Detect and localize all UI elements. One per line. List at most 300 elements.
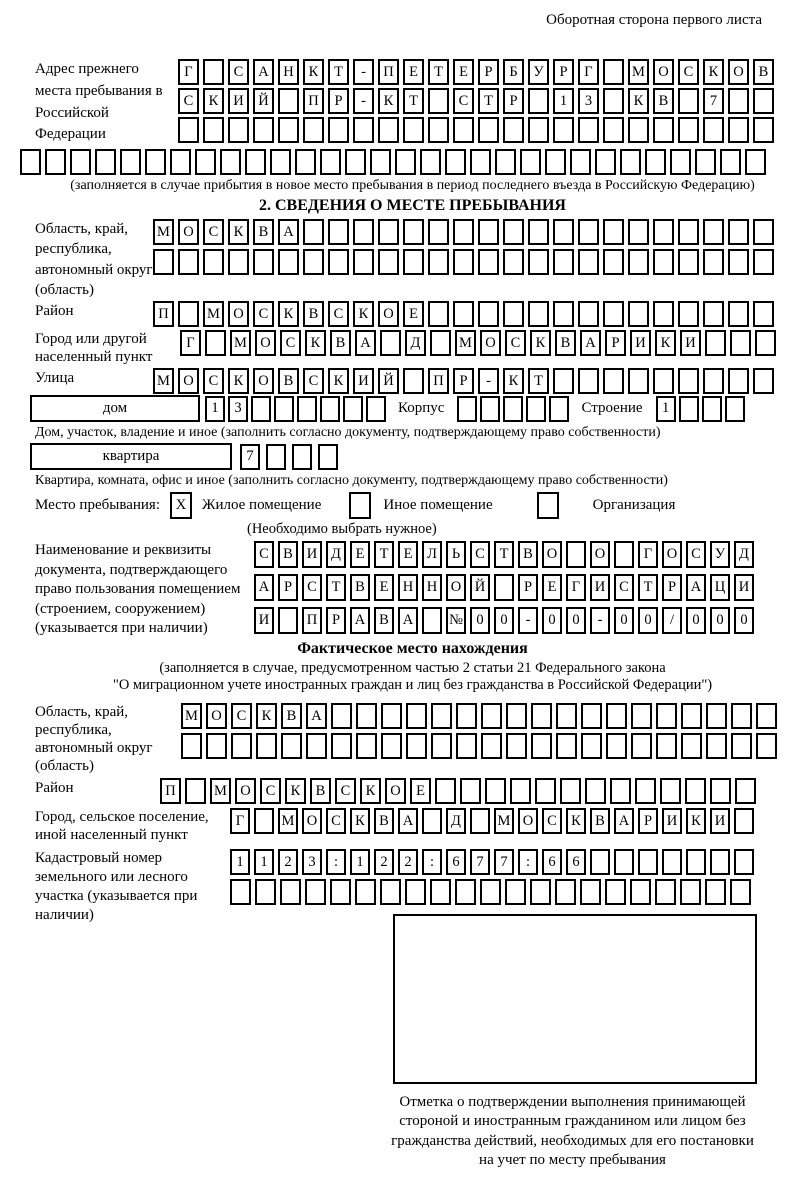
char-box: Р	[328, 88, 349, 114]
char-box: 1	[553, 88, 574, 114]
char-box	[378, 117, 399, 143]
char-box: П	[153, 301, 174, 327]
char-box: Е	[350, 541, 370, 568]
char-box	[481, 733, 502, 759]
char-box	[145, 149, 166, 175]
char-box	[353, 249, 374, 275]
char-box: -	[590, 607, 610, 634]
char-box: 7	[470, 849, 490, 875]
char-box: В	[303, 301, 324, 327]
char-box: С	[614, 574, 634, 601]
char-box: -	[478, 368, 499, 394]
char-box: А	[686, 574, 706, 601]
char-box	[528, 249, 549, 275]
char-box	[578, 368, 599, 394]
char-box: М	[278, 808, 298, 834]
confirmation-stamp-box	[393, 914, 757, 1084]
char-box	[630, 879, 651, 905]
char-box	[660, 778, 681, 804]
char-box	[653, 249, 674, 275]
char-box	[431, 733, 452, 759]
char-box: У	[528, 59, 549, 85]
char-box: 6	[566, 849, 586, 875]
char-box	[620, 149, 641, 175]
char-box: О	[653, 59, 674, 85]
char-box: Н	[398, 574, 418, 601]
char-box	[605, 879, 626, 905]
char-box	[595, 149, 616, 175]
char-box	[628, 301, 649, 327]
char-box	[745, 149, 766, 175]
char-box: Е	[374, 574, 394, 601]
other-premises-checkbox	[349, 492, 371, 519]
char-box: К	[328, 368, 349, 394]
char-box	[428, 219, 449, 245]
char-box: Е	[542, 574, 562, 601]
char-box	[254, 808, 274, 834]
char-box: -	[353, 88, 374, 114]
char-box: М	[203, 301, 224, 327]
cadastral-label: Кадастровый номер земельного или лесного участка (указывается при наличии)	[35, 849, 198, 924]
char-box: №	[446, 607, 466, 634]
char-box	[422, 607, 442, 634]
char-box	[730, 879, 751, 905]
char-box-row	[254, 574, 754, 601]
char-box	[531, 703, 552, 729]
char-box: Т	[326, 574, 346, 601]
char-box: Т	[478, 88, 499, 114]
char-box: Ц	[710, 574, 730, 601]
char-box: Б	[503, 59, 524, 85]
char-box	[703, 368, 724, 394]
actual-district-label: Район	[35, 779, 74, 796]
char-box	[470, 149, 491, 175]
char-box	[695, 149, 716, 175]
char-box: О	[542, 541, 562, 568]
char-box	[403, 249, 424, 275]
char-box: Г	[638, 541, 658, 568]
char-box: М	[455, 330, 476, 356]
char-box: М	[210, 778, 231, 804]
char-box: И	[662, 808, 682, 834]
char-box	[678, 301, 699, 327]
char-box	[481, 703, 502, 729]
char-box	[705, 330, 726, 356]
char-box: К	[228, 219, 249, 245]
char-box: С	[326, 808, 346, 834]
other-premises-option-label: Иное помещение	[383, 497, 493, 513]
char-box-row	[230, 879, 754, 905]
char-box: А	[254, 574, 274, 601]
char-box	[478, 249, 499, 275]
char-box	[703, 301, 724, 327]
char-box	[95, 149, 116, 175]
actual-region-label: Область, край, республика, автономный округ (область)	[35, 703, 153, 774]
char-box	[526, 396, 546, 422]
char-box: Р	[278, 574, 298, 601]
char-box-row	[153, 368, 774, 394]
char-box: 0	[614, 607, 634, 634]
char-box	[678, 88, 699, 114]
char-box	[628, 368, 649, 394]
apartment-label-box: квартира	[30, 443, 232, 470]
char-box	[435, 778, 456, 804]
char-box: В	[374, 607, 394, 634]
char-box	[170, 149, 191, 175]
char-box	[255, 879, 276, 905]
char-box	[178, 249, 199, 275]
char-box	[528, 301, 549, 327]
street-row	[35, 368, 790, 394]
choose-note: (Необходимо выбрать нужное)	[247, 521, 437, 537]
char-box: Е	[403, 59, 424, 85]
char-box	[303, 219, 324, 245]
char-box	[480, 879, 501, 905]
char-box	[203, 59, 224, 85]
char-box	[506, 703, 527, 729]
char-box: А	[580, 330, 601, 356]
char-box: К	[278, 301, 299, 327]
char-box	[370, 149, 391, 175]
char-box: О	[385, 778, 406, 804]
char-box: Д	[326, 541, 346, 568]
char-box: К	[503, 368, 524, 394]
char-box	[405, 879, 426, 905]
previous-address-label: Адрес прежнего места пребывания в Российской Федерации	[35, 61, 163, 143]
actual-caption-line: (заполняется в случае, предусмотренном частью 2 статьи 21 Федерального закона	[159, 659, 666, 676]
char-box	[456, 703, 477, 729]
char-box: К	[703, 59, 724, 85]
char-box: 3	[578, 88, 599, 114]
char-box-row	[153, 301, 774, 327]
char-box	[610, 778, 631, 804]
char-box: П	[428, 368, 449, 394]
char-box	[281, 733, 302, 759]
char-box: Г	[230, 808, 250, 834]
char-box-row	[178, 59, 774, 85]
char-box	[406, 733, 427, 759]
char-box	[353, 219, 374, 245]
char-box: В	[590, 808, 610, 834]
char-box	[678, 368, 699, 394]
char-box: К	[256, 703, 277, 729]
char-box: И	[734, 574, 754, 601]
char-box	[614, 849, 634, 875]
char-box: О	[206, 703, 227, 729]
char-box-row	[181, 703, 777, 729]
char-box: Г	[180, 330, 201, 356]
char-box	[578, 249, 599, 275]
char-box	[566, 541, 586, 568]
char-box: 1	[205, 396, 225, 422]
char-box: -	[353, 59, 374, 85]
char-box: О	[446, 574, 466, 601]
char-box	[395, 149, 416, 175]
char-box-row	[178, 117, 774, 143]
char-box	[728, 88, 749, 114]
place-type-label: Место пребывания:	[35, 497, 160, 513]
char-box	[553, 249, 574, 275]
char-box: П	[160, 778, 181, 804]
char-box	[251, 396, 271, 422]
char-box: С	[303, 368, 324, 394]
char-box	[278, 607, 298, 634]
char-box	[520, 149, 541, 175]
char-box: Д	[734, 541, 754, 568]
char-box: Е	[453, 59, 474, 85]
char-box	[420, 149, 441, 175]
char-box	[70, 149, 91, 175]
char-box	[343, 396, 363, 422]
char-box: Л	[422, 541, 442, 568]
document-label: Наименование и реквизиты документа, подтверждающего право пользования помещением (строением, сооружением) (указывается при наличии)	[35, 542, 241, 636]
char-box	[480, 396, 500, 422]
char-box	[270, 149, 291, 175]
char-box	[585, 778, 606, 804]
apartment-caption: Квартира, комната, офис и иное (заполнить согласно документу, подтверждающему право собственности)	[35, 473, 668, 488]
char-box: В	[753, 59, 774, 85]
char-box: М	[230, 330, 251, 356]
char-box: С	[302, 574, 322, 601]
house-label-box: дом	[30, 395, 200, 422]
district-label: Район	[35, 303, 74, 319]
char-box: 0	[542, 607, 562, 634]
char-box	[662, 849, 682, 875]
char-box: О	[590, 541, 610, 568]
char-box: К	[566, 808, 586, 834]
char-box: Е	[398, 541, 418, 568]
char-box	[685, 778, 706, 804]
char-box	[686, 849, 706, 875]
char-box	[503, 396, 523, 422]
char-box	[430, 330, 451, 356]
actual-location-title: Фактическое место нахождения	[297, 639, 528, 657]
char-box	[345, 149, 366, 175]
char-box	[553, 117, 574, 143]
char-box: С	[453, 88, 474, 114]
char-box: О	[253, 368, 274, 394]
char-box	[506, 733, 527, 759]
char-box	[403, 117, 424, 143]
char-box	[528, 117, 549, 143]
char-box: В	[278, 541, 298, 568]
char-box	[428, 301, 449, 327]
char-box: Р	[553, 59, 574, 85]
char-box: И	[353, 368, 374, 394]
char-box: С	[203, 219, 224, 245]
char-box: С	[686, 541, 706, 568]
char-box: Е	[403, 301, 424, 327]
char-box-row	[254, 541, 754, 568]
char-box	[678, 249, 699, 275]
previous-address-rows	[178, 59, 774, 143]
char-box	[553, 219, 574, 245]
city-row	[35, 330, 790, 366]
char-box: А	[306, 703, 327, 729]
sheet-side-note: Оборотная сторона первого листа	[546, 12, 762, 28]
char-box: 2	[374, 849, 394, 875]
char-box: 0	[710, 607, 730, 634]
char-box-row	[230, 849, 754, 875]
char-box	[720, 149, 741, 175]
char-box: С	[280, 330, 301, 356]
residential-checkbox: X	[170, 492, 192, 519]
char-box: С	[254, 541, 274, 568]
char-box: В	[330, 330, 351, 356]
char-box	[356, 733, 377, 759]
char-box	[320, 149, 341, 175]
char-box	[328, 117, 349, 143]
char-box	[756, 703, 777, 729]
char-box: 7	[494, 849, 514, 875]
char-box	[256, 733, 277, 759]
char-box	[735, 778, 756, 804]
char-box	[510, 778, 531, 804]
char-box	[603, 249, 624, 275]
char-box: Д	[405, 330, 426, 356]
char-box	[455, 879, 476, 905]
char-box	[710, 778, 731, 804]
char-box	[453, 219, 474, 245]
char-box: В	[350, 574, 370, 601]
char-box	[453, 301, 474, 327]
document-block	[35, 541, 790, 639]
char-box	[355, 879, 376, 905]
char-box: Р	[518, 574, 538, 601]
char-box	[378, 219, 399, 245]
char-box: А	[355, 330, 376, 356]
char-box	[253, 117, 274, 143]
char-box	[353, 117, 374, 143]
char-box: /	[662, 607, 682, 634]
actual-caption-line: "О миграционном учете иностранных граждан и лиц без гражданства в Российской Федерации")	[112, 677, 713, 694]
organization-checkbox	[537, 492, 559, 519]
char-box: А	[253, 59, 274, 85]
char-box: Ь	[446, 541, 466, 568]
char-box	[555, 879, 576, 905]
char-box	[545, 149, 566, 175]
char-box	[185, 778, 206, 804]
char-box: М	[181, 703, 202, 729]
char-box: И	[302, 541, 322, 568]
char-box	[422, 808, 442, 834]
char-box	[206, 733, 227, 759]
char-box: :	[422, 849, 442, 875]
char-box: Д	[446, 808, 466, 834]
char-box	[203, 249, 224, 275]
char-box	[653, 117, 674, 143]
organization-option-label: Организация	[592, 497, 676, 513]
char-box	[678, 117, 699, 143]
char-box: И	[590, 574, 610, 601]
char-box	[706, 703, 727, 729]
char-box	[470, 808, 490, 834]
char-box	[581, 703, 602, 729]
char-box: 3	[228, 396, 248, 422]
char-box: 0	[686, 607, 706, 634]
char-box: Т	[374, 541, 394, 568]
char-box	[503, 219, 524, 245]
residential-option-label: Жилое помещение	[202, 497, 322, 513]
char-box: Р	[662, 574, 682, 601]
char-box	[381, 733, 402, 759]
char-box: П	[302, 607, 322, 634]
char-box	[380, 330, 401, 356]
char-box: Т	[494, 541, 514, 568]
char-box	[656, 703, 677, 729]
stamp-caption-line: гражданства действий, необходимых для его постановки	[391, 1132, 754, 1149]
char-box	[731, 733, 752, 759]
char-box	[503, 117, 524, 143]
char-box	[535, 778, 556, 804]
char-box: О	[228, 301, 249, 327]
char-box-row	[153, 219, 774, 245]
section2-title: 2. СВЕДЕНИЯ О МЕСТЕ ПРЕБЫВАНИЯ	[259, 197, 566, 214]
char-box	[728, 249, 749, 275]
char-box	[703, 117, 724, 143]
char-box: С	[228, 59, 249, 85]
char-box: 1	[230, 849, 250, 875]
char-box	[297, 396, 317, 422]
char-box-row	[153, 249, 774, 275]
char-box	[549, 396, 569, 422]
char-box	[428, 88, 449, 114]
char-box: Т	[428, 59, 449, 85]
char-box	[728, 301, 749, 327]
char-box	[528, 88, 549, 114]
street-label: Улица	[35, 370, 75, 386]
stamp-caption	[370, 1093, 775, 1171]
char-box	[378, 249, 399, 275]
char-box: 2	[278, 849, 298, 875]
char-box: О	[178, 368, 199, 394]
actual-city-label: Город, сельское поселение, иной населенный пункт	[35, 808, 209, 843]
char-box	[679, 396, 699, 422]
char-box	[406, 703, 427, 729]
char-box: 3	[302, 849, 322, 875]
char-box: О	[378, 301, 399, 327]
char-box	[578, 219, 599, 245]
char-box-row	[254, 607, 754, 634]
char-box	[456, 733, 477, 759]
char-box	[560, 778, 581, 804]
char-box	[228, 117, 249, 143]
char-box: К	[686, 808, 706, 834]
char-box	[603, 117, 624, 143]
char-box: О	[178, 219, 199, 245]
char-box	[220, 149, 241, 175]
char-box: С	[328, 301, 349, 327]
char-box: О	[480, 330, 501, 356]
char-box	[503, 301, 524, 327]
char-box: Г	[566, 574, 586, 601]
char-box	[706, 733, 727, 759]
char-box	[305, 879, 326, 905]
char-box: А	[350, 607, 370, 634]
char-box	[20, 149, 41, 175]
char-box: Р	[638, 808, 658, 834]
city-label: Город или другой населенный пункт	[35, 331, 153, 365]
char-box: Е	[410, 778, 431, 804]
char-box	[381, 703, 402, 729]
char-box	[278, 249, 299, 275]
char-box: М	[628, 59, 649, 85]
char-box: Р	[326, 607, 346, 634]
char-box	[178, 117, 199, 143]
char-box: М	[494, 808, 514, 834]
char-box: К	[378, 88, 399, 114]
char-box: С	[260, 778, 281, 804]
